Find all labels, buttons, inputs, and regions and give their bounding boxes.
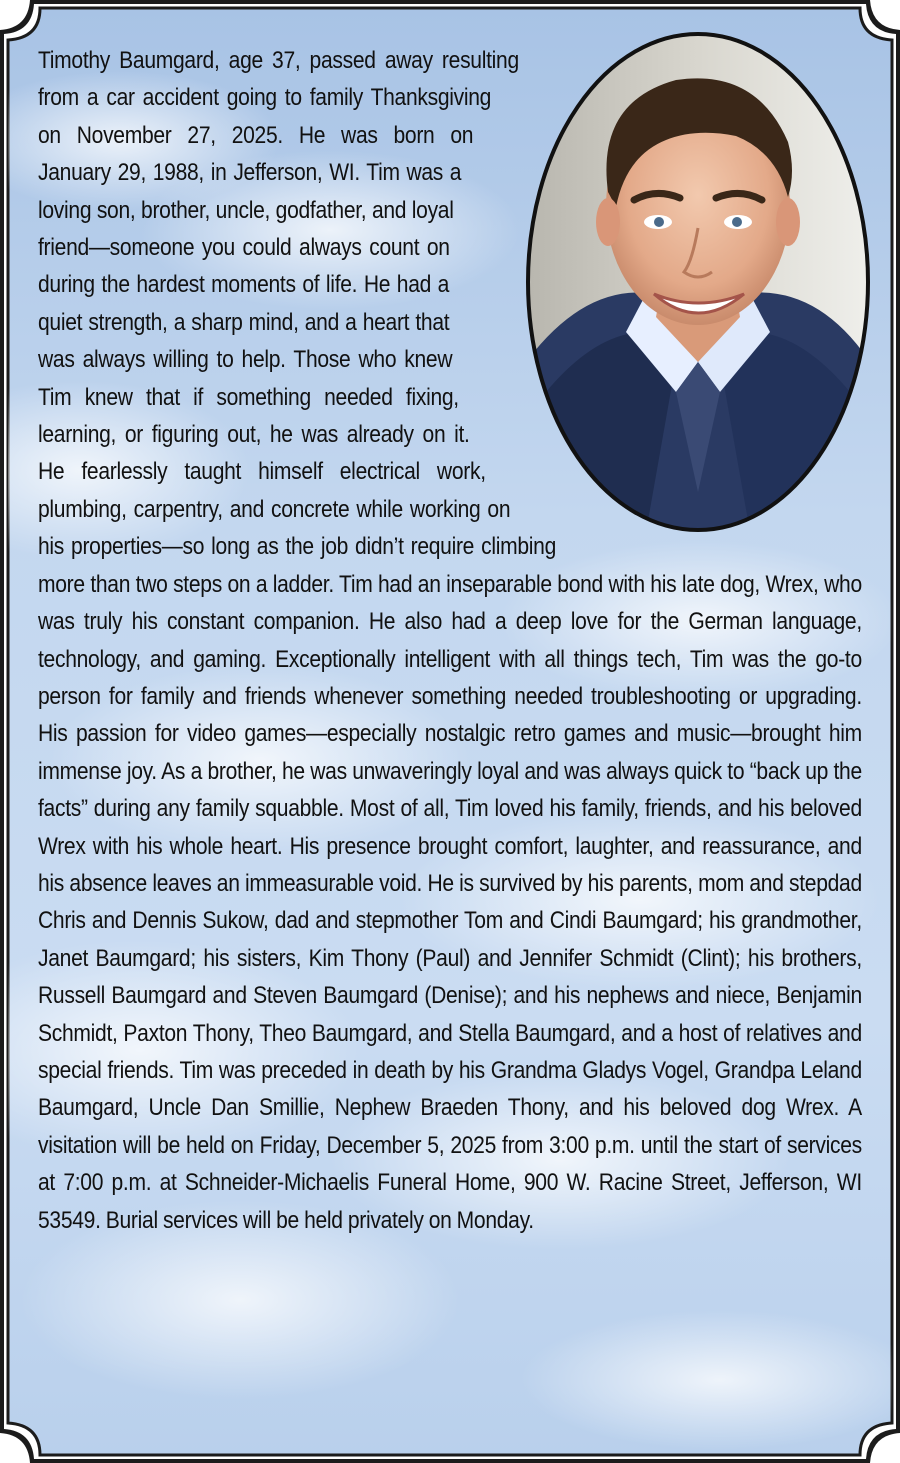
obituary-body: Timothy Baumgard, age 37, passed away resulting from a car accident going to family Thanksgiving on November 27, 2025. He was born on January 29, 1988, in Jefferson, WI. Tim was a loving son, brother, uncle, godfather, and loyal friend—someone you could always count on during the hardest moments of life. He had a quiet strength, a sharp mind, and a heart that was always willing to help. Those who knew Tim knew that if something needed fixing, learning, or figuring out, he was already on it. He fearlessly taught himself electrical work, plumbing, carpentry, and concrete while working on his properties—so long as the job didn’t require climbing more than two steps on a ladder. Tim had an inseparable bond with his late dog, Wrex, who was truly his constant companion. He also had a deep love for the German language, technology, and gaming. Exceptionally intelligent with all things tech, Tim was the go-to person for family and friends whenever something needed troubleshooting or upgrading. His passion for video games—especially nostalgic retro games and music—brought him immense joy. As a brother, he was unwaveringly loyal and was always quick to “back up the facts” during any family squabble. Most of all, Tim loved his family, friends, and his beloved Wrex with his whole heart. His presence brought comfort, laughter, and reassurance, and his absence leaves an immeasurable void. He is survived by his parents, mom and stepdad Chris and Dennis Sukow, dad and stepmother Tom and Cindi Baumgard; his grandmother, Janet Baumgard; his sisters, Kim Thony (Paul) and Jennifer Schmidt (Clint); his brothers, Russell Baumgard and Steven Baumgard (Denise); and his nephews and niece, Benjamin Schmidt, Paxton Thony, Theo Baumgard, and Stella Baumgard, and a host of relatives and special friends. Tim was preceded in death by his Grandma Gladys Vogel, Grandpa Leland Baumgard, Uncle Dan Smillie, Nephew Braeden Thony, and his beloved dog Wrex. A visitation will be held on Friday, December 5, 2025 from 3:00 p.m. until the start of services at 7:00 p.m. at Schneider-Michaelis Funeral Home, 900 W. Racine Street, Jefferson, WI 53549. Burial services will be held privately on Monday. [38, 47, 862, 1234]
obituary-text-block [38, 42, 862, 1239]
